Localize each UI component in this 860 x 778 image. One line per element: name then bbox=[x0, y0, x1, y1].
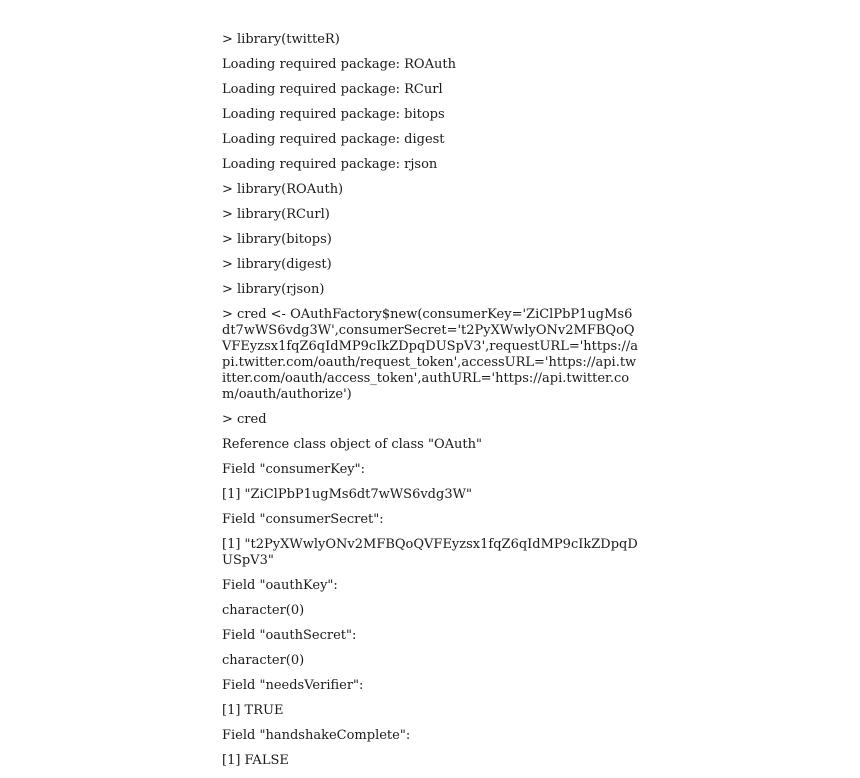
command-line: > library(RCurl) bbox=[222, 207, 330, 222]
command-line: > cred bbox=[222, 412, 267, 427]
output-line: [1] "ZiClPbP1ugMs6dt7wWS6vdg3W" bbox=[222, 487, 472, 502]
output-line: Field "oauthSecret": bbox=[222, 628, 357, 643]
command-line: > library(twitteR) bbox=[222, 32, 340, 47]
output-line: Field "needsVerifier": bbox=[222, 678, 364, 693]
output-line: character(0) bbox=[222, 603, 305, 618]
output-line: Loading required package: ROAuth bbox=[222, 57, 456, 72]
output-line: Field "oauthKey": bbox=[222, 578, 338, 593]
output-line: Loading required package: bitops bbox=[222, 107, 445, 122]
console-output bbox=[222, 32, 640, 778]
command-line: > library(ROAuth) bbox=[222, 182, 344, 197]
output-line: [1] FALSE bbox=[222, 753, 289, 768]
command-line: > library(bitops) bbox=[222, 232, 332, 247]
output-line: Field "handshakeComplete": bbox=[222, 728, 411, 743]
output-line: Reference class object of class "OAuth" bbox=[222, 437, 482, 452]
output-line: [1] "t2PyXWwlyONv2MFBQoQVFEyzsx1fqZ6qIdMP9cIkZDpqDUSpV3" bbox=[222, 537, 638, 568]
output-line: Loading required package: rjson bbox=[222, 157, 438, 172]
output-line: [1] TRUE bbox=[222, 703, 284, 718]
output-line: Loading required package: digest bbox=[222, 132, 445, 147]
command-line: > library(digest) bbox=[222, 257, 332, 272]
command-line: > library(rjson) bbox=[222, 282, 325, 297]
output-line: Loading required package: RCurl bbox=[222, 82, 443, 97]
output-line: character(0) bbox=[222, 653, 305, 668]
output-line: Field "consumerKey": bbox=[222, 462, 365, 477]
output-line: Field "consumerSecret": bbox=[222, 512, 384, 527]
command-line: > cred <- OAuthFactory$new(consumerKey='ZiClPbP1ugMs6dt7wWS6vdg3W',consumerSecret='t2PyXWwlyONv2MFBQoQVFEyzsx1fqZ6qIdMP9cIkZDpqDUSpV3',requestURL='https://api.twitter.com/oauth/request_token',accessURL='https://api.twitter.com/oauth/access_token',authURL='https://api.twitter.com/oauth/authorize') bbox=[222, 307, 639, 402]
